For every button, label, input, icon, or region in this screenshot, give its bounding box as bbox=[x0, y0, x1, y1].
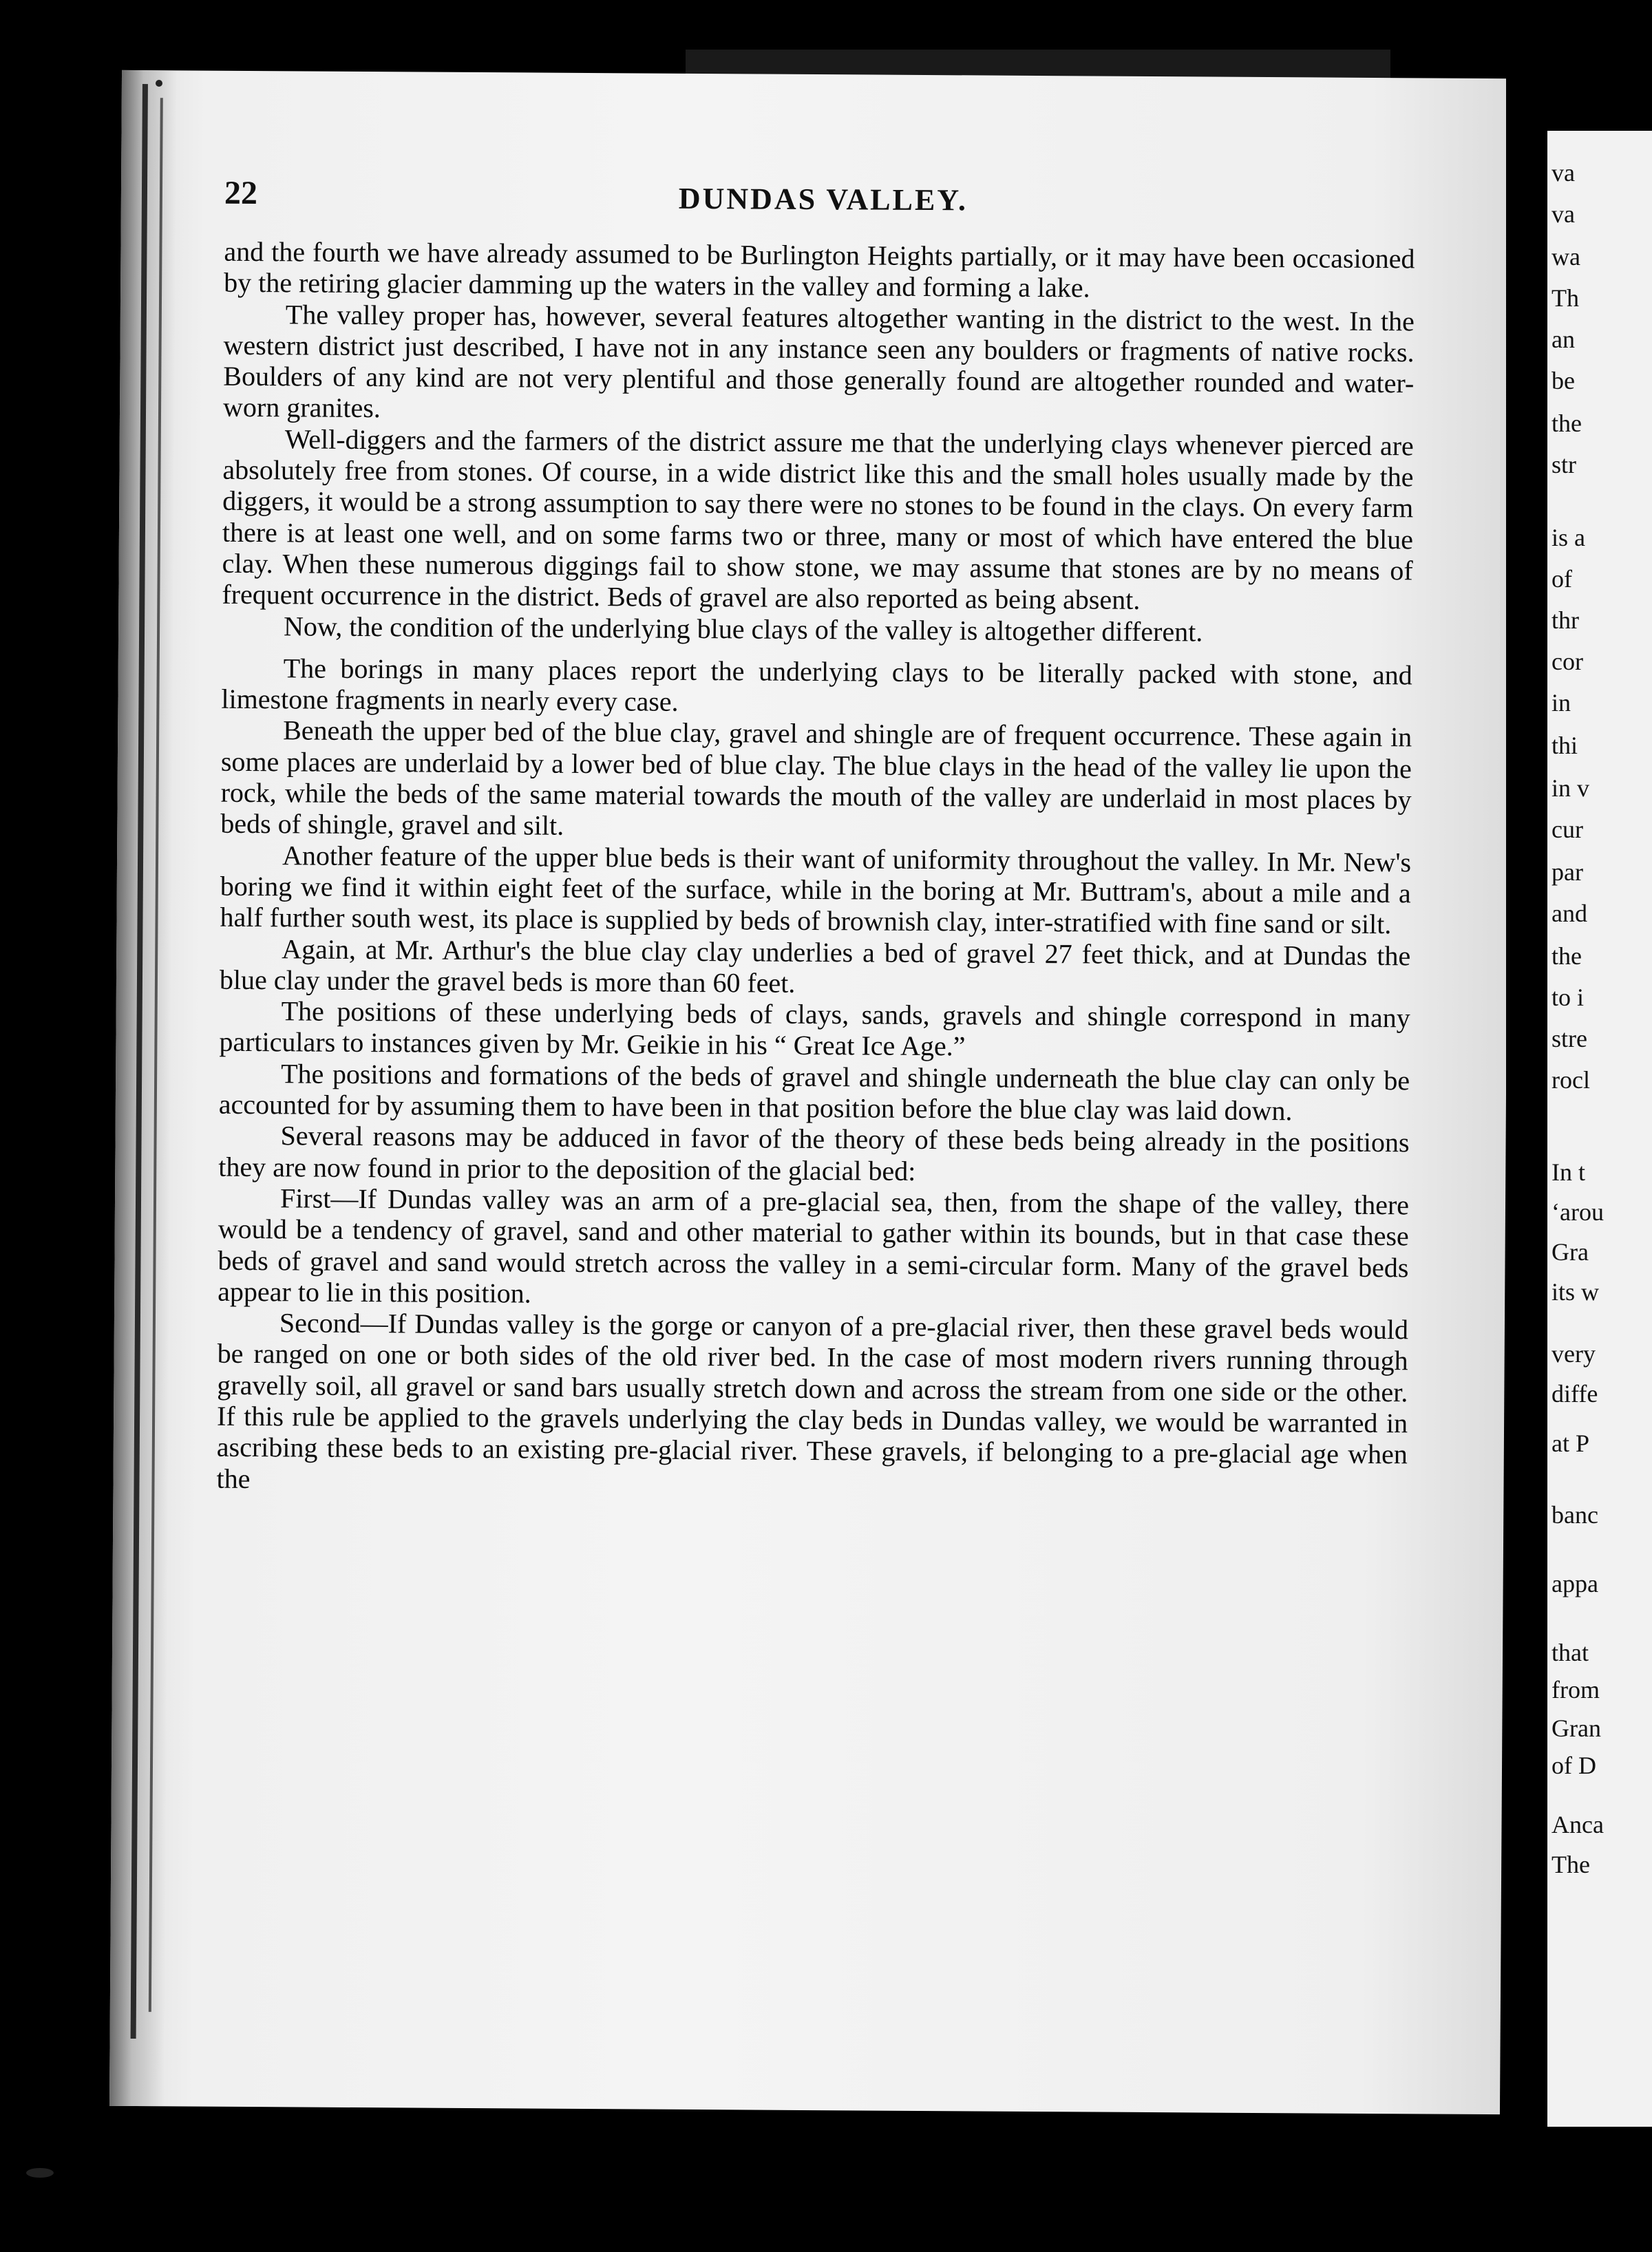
facing-page-text-fragment: at P bbox=[1552, 1430, 1590, 1457]
paragraph: The borings in many places report the underlying clays to be literally packed with stone, and limestone fragments in nearly every case. bbox=[221, 652, 1412, 717]
facing-page-text-fragment: the bbox=[1552, 410, 1582, 437]
facing-page-fragment bbox=[1547, 131, 1652, 2127]
facing-page-text-fragment: its w bbox=[1552, 1278, 1600, 1306]
scan-speck bbox=[26, 2168, 54, 2178]
paragraph: The valley proper has, however, several features altogether wanting in the district to the west. In the western district just described, I have not in any instance seen any boulders or fragments of native rocks. Boulders of any kind are not very plentiful and those generally found are altogether rounded and water-worn granites. bbox=[222, 298, 1415, 424]
facing-page-text-fragment: Anca bbox=[1552, 1811, 1604, 1838]
facing-page-text-fragment: rocl bbox=[1552, 1066, 1590, 1094]
body-text bbox=[216, 236, 1415, 1501]
facing-page-text-fragment: In t bbox=[1552, 1158, 1585, 1186]
page-gutter bbox=[1506, 69, 1547, 2127]
facing-page-text-fragment: from bbox=[1552, 1676, 1600, 1703]
facing-page-text-fragment: banc bbox=[1552, 1501, 1598, 1529]
facing-page-text-fragment: and bbox=[1552, 900, 1587, 927]
page-header bbox=[224, 174, 1422, 230]
paragraph: Well-diggers and the farmers of the district assure me that the underlying clays whenever pierced are absolutely free from stones. Of course, in a wide district like this and the small holes usually made by the diggers, it would be a strong assumption to say there were no stones to be found in the clays. On every farm there is at least one well, and on some farms two or three, many or most of which have entered the blue clay. When these numerous diggings fail to show stone, we may assume that stones are by no means of frequent occurrence in the district. Beds of gravel are also reported as being absent. bbox=[222, 423, 1414, 616]
facing-page-text-fragment: cor bbox=[1552, 648, 1583, 675]
scan-speck bbox=[156, 80, 162, 87]
page-number: 22 bbox=[224, 174, 258, 212]
facing-page-text-fragment: in v bbox=[1552, 774, 1590, 802]
paragraph: The positions and formations of the beds of gravel and shingle underneath the blue clay can only be accounted for by assuming them to have been in that position before the blue clay was laid down. bbox=[218, 1058, 1410, 1127]
facing-page-text-fragment: par bbox=[1552, 858, 1583, 886]
facing-page-text-fragment: very bbox=[1552, 1340, 1596, 1368]
facing-page-text-fragment: va bbox=[1552, 200, 1575, 228]
paragraph: Second—If Dundas valley is the gorge or canyon of a pre-glacial river, then these gravel beds would be ranged on one or both sides of the old river bed. In the case of most modern rivers running through gravelly soil, all gravel or sand bars usually stretch down and across the stream from one side or the other. If this rule be applied to the gravels underlying the clay beds in Dundas valley, we would be warranted in ascribing these beds to an existing pre-glacial river. These gravels, if belonging to a pre-glacial age when the bbox=[216, 1307, 1409, 1494]
facing-page-text-fragment: ‘arou bbox=[1552, 1198, 1604, 1226]
facing-page-text-fragment: wa bbox=[1552, 243, 1580, 270]
book-page bbox=[109, 70, 1512, 2114]
facing-page-text-fragment: is a bbox=[1552, 524, 1585, 551]
facing-page-text-fragment: be bbox=[1552, 367, 1575, 394]
paragraph: Now, the condition of the underlying blue clays of the valley is altogether different. bbox=[283, 610, 1203, 648]
paragraph: Several reasons may be adduced in favor of the theory of these beds being already in the positions they are now found in prior to the deposition of the glacial bed: bbox=[218, 1120, 1410, 1187]
facing-page-text-fragment: cur bbox=[1552, 816, 1583, 843]
facing-page-text-fragment: that bbox=[1552, 1639, 1589, 1666]
facing-page-text-fragment: appa bbox=[1552, 1570, 1598, 1597]
facing-page-text-fragment: of D bbox=[1552, 1752, 1596, 1779]
facing-page-text-fragment: The bbox=[1552, 1851, 1590, 1878]
paragraph: and the fourth we have already assumed to be Burlington Heights partially, or it may have been occasioned by the retiring glacier damming up the waters in the valley and forming a lake. bbox=[224, 235, 1415, 304]
facing-page-text-fragment: va bbox=[1552, 159, 1575, 187]
paragraph: Another feature of the upper blue beds is their want of uniformity throughout the valley. In Mr. New's boring we find it within eight feet of the surface, while in the boring at Mr. Buttram's, about a mile and a half further south west, its place is supplied by beds of brownish clay, inter-stratified with fine sand or silt. bbox=[220, 839, 1412, 940]
facing-page-text-fragment: stre bbox=[1552, 1025, 1587, 1052]
running-title: DUNDAS VALLEY. bbox=[678, 181, 968, 217]
facing-page-text-fragment: Gran bbox=[1552, 1714, 1601, 1742]
facing-page-text-fragment: thr bbox=[1552, 606, 1579, 634]
facing-page-text-fragment: to i bbox=[1552, 984, 1585, 1011]
paragraph: First—If Dundas valley was an arm of a pre-glacial sea, then, from the shape of the valley, there would be a tendency of gravel, sand and other material to gather within its bounds, but in that case these beds of gravel and sand would stretch across the valley in a semi-circular form. Many of the gravel beds appear to lie in this position. bbox=[218, 1182, 1410, 1309]
paragraph: Again, at Mr. Arthur's the blue clay clay underlies a bed of gravel 27 feet thick, and at Dundas the blue clay under the gravel beds is more than 60 feet. bbox=[219, 933, 1411, 999]
facing-page-text-fragment: Gra bbox=[1552, 1238, 1589, 1266]
facing-page-text-fragment: of bbox=[1552, 565, 1572, 593]
facing-page-text-fragment: str bbox=[1552, 451, 1576, 478]
facing-page-text-fragment: diffe bbox=[1552, 1380, 1598, 1408]
facing-page-text-fragment: the bbox=[1552, 942, 1582, 970]
facing-page-text-fragment: in bbox=[1552, 689, 1571, 716]
facing-page-text-fragment: Th bbox=[1552, 284, 1579, 312]
paragraph: The positions of these underlying beds of clays, sands, gravels and shingle correspond in many particulars to instances given by Mr. Geikie in his “ Great Ice Age.” bbox=[219, 995, 1410, 1062]
facing-page-text-fragment: thi bbox=[1552, 732, 1578, 759]
paragraph: Beneath the upper bed of the blue clay, gravel and shingle are of frequent occurrence. These again in some places are underlaid by a lower bed of blue clay. The blue clays in the head of the valley lie upon the rock, while the beds of the same material towards the mouth of the valley are underlaid in most places by beds of shingle, gravel and silt. bbox=[220, 714, 1412, 842]
facing-page-text-fragment: an bbox=[1552, 326, 1575, 353]
